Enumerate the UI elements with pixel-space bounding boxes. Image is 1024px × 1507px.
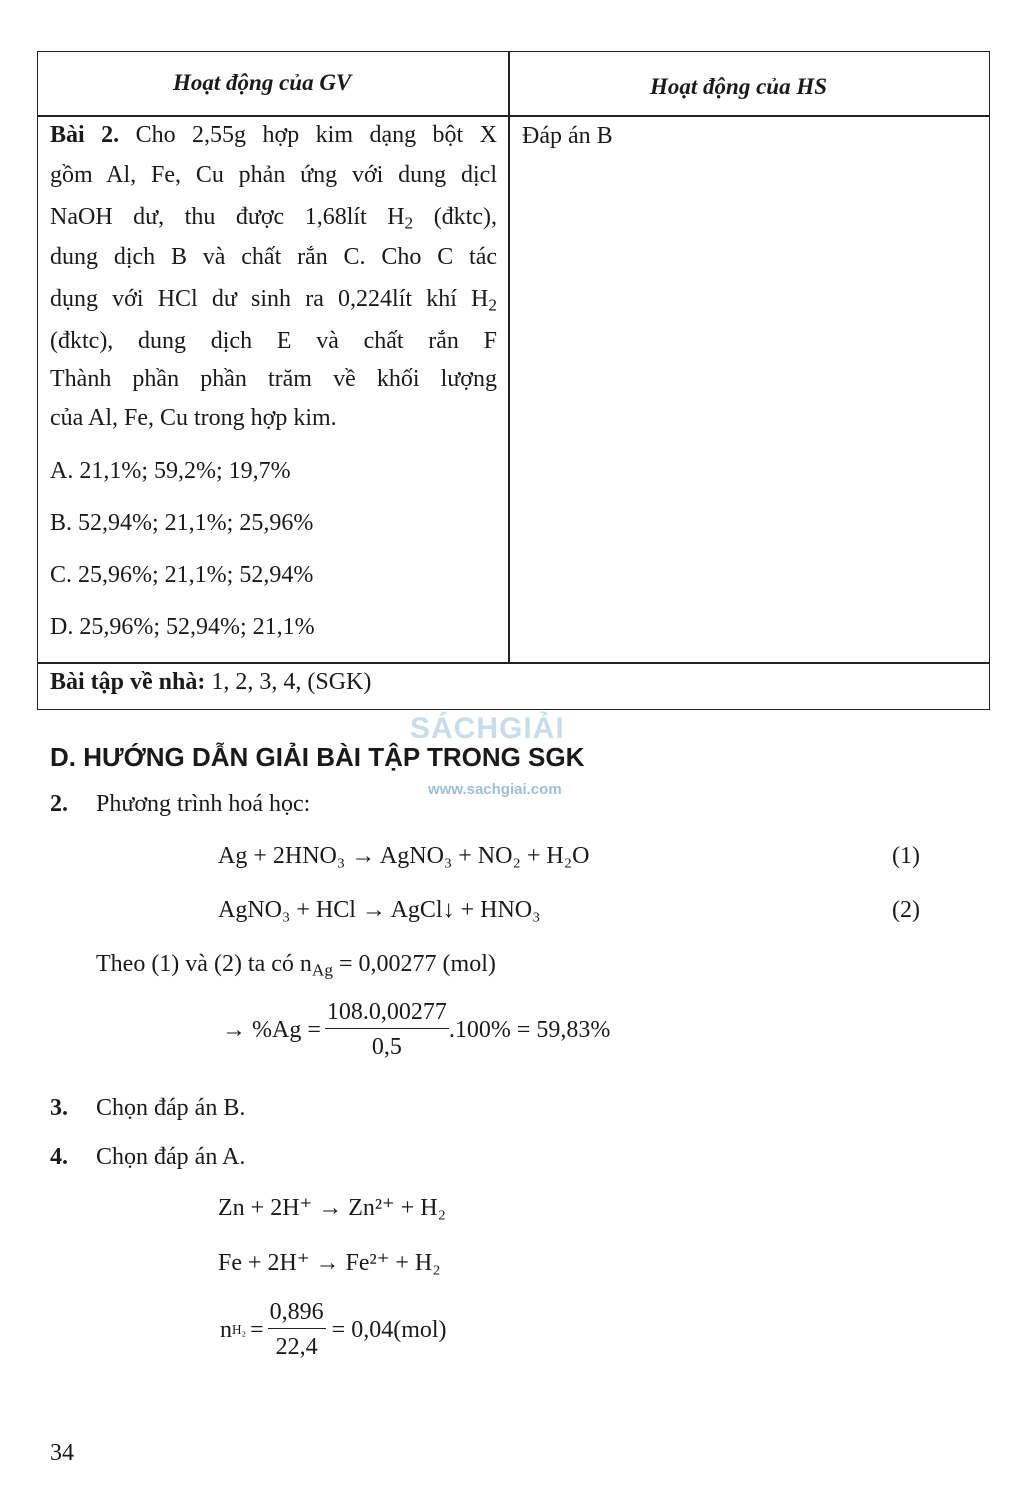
option-c: C. 25,96%; 21,1%; 52,94% [50,562,314,588]
equation-zn: Zn + 2H⁺ → Zn²⁺ + H₂ [218,1195,446,1221]
question-line-3: NaOH dư, thu được 1,68lít $H_2$ (đktc), [50,204,497,233]
homework-label: Bài tập về nhà: [50,669,206,695]
equation-1-number: (1) [892,843,920,869]
watermark-logo: SÁCHGIẢI [410,712,565,745]
question-line-2: gồm Al, Fe, Cu phản ứng với dung dịcl [50,162,497,188]
nh2-denominator: 22,4 [275,1334,318,1360]
question-line-8: của Al, Fe, Cu trong hợp kim. [50,405,337,431]
item-2-number: 2. [50,791,68,817]
table-column-divider [508,51,510,663]
nh2-fraction [268,1300,326,1359]
mole-statement: Theo (1) và (2) ta có $n_{Ag} = 0,00277$ (mol) [96,951,496,980]
item-3-text: Chọn đáp án B. [96,1095,246,1121]
equation-1: Ag + 2HNO₃ → AgNO₃ + NO₂ + H₂O [218,843,590,869]
answer-text: Đáp án B [522,123,613,149]
equation-2-number: (2) [892,897,920,923]
fraction-numerator: 108.0,00277 [325,1000,449,1029]
option-d: D. 25,96%; 52,94%; 21,1% [50,614,315,640]
nh2-calculation: n H₂ = $\frac{0,896}{22,4}$ = 0,04(mol) [220,1299,447,1360]
question-label: Bài 2. [50,122,120,148]
percent-ag-fraction [325,1000,449,1059]
equation-2: AgNO₃ + HCl → AgCl↓ + HNO₃ [218,897,541,923]
homework-line: Bài tập về nhà: 1, 2, 3, 4, (SGK) [50,669,372,695]
fraction-denominator: 0,5 [371,1034,402,1060]
item-3-number: 3. [50,1095,68,1121]
item-4-text: Chọn đáp án A. [96,1144,246,1170]
item-2-text: Phương trình hoá học: [96,791,311,817]
question-line-4: dung dịch B và chất rắn C. Cho C tác [50,244,497,270]
nh2-numerator: 0,896 [268,1300,326,1329]
section-heading: D. HƯỚNG DẪN GIẢI BÀI TẬP TRONG SGK [50,742,585,772]
option-a: A. 21,1%; 59,2%; 19,7% [50,458,291,484]
question-line-1: Bài 2. Cho 2,55g hợp kim dạng bột X [50,122,497,148]
question-line-5: dụng với HCl dư sinh ra 0,224lít khí $H_2$ [50,286,497,315]
equation-fe: Fe + 2H⁺ → Fe²⁺ + H₂ [218,1250,441,1276]
watermark-url: www.sachgiai.com [428,781,562,798]
percent-ag-calculation: → %Ag = $\frac{108.0,00277}{0,5}$ .100% = 59,83% [222,999,611,1060]
table-header-divider [37,115,990,117]
table-header-hs: Hoạt động của HS [650,74,828,99]
option-b: B. 52,94%; 21,1%; 25,96% [50,510,314,536]
page-number: 34 [50,1440,74,1466]
question-line-7: Thành phần phần trăm về khối lượng [50,366,497,392]
table-header-gv: Hoạt động của GV [173,70,352,95]
question-line-6: (đktc), dung dịch E và chất rắn F [50,328,497,354]
table-footer-divider [37,662,990,664]
item-4-number: 4. [50,1144,68,1170]
